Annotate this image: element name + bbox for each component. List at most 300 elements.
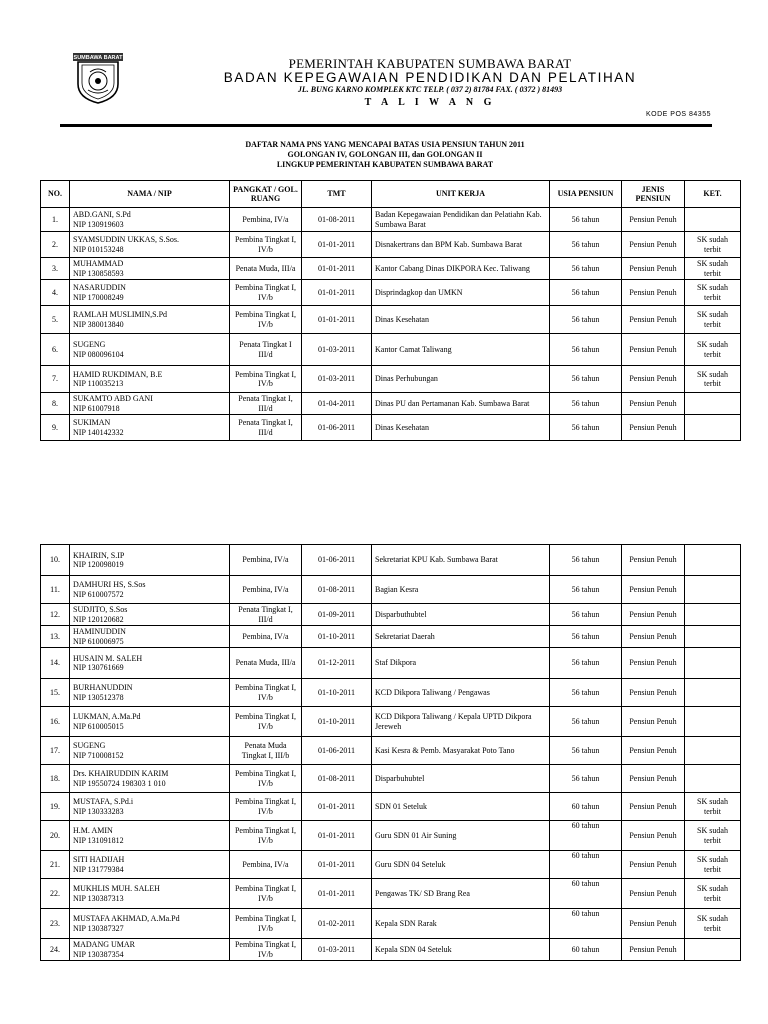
retirement-age-usia-text: 56 tahun xyxy=(571,398,600,408)
pension-type-jenis-text: Pensiun Penuh xyxy=(629,398,677,408)
rank-cell xyxy=(230,545,302,576)
retirement-age-usia-text: 56 tahun xyxy=(571,745,600,755)
no-cell xyxy=(41,415,70,441)
notes-cell xyxy=(685,821,741,851)
work-unit-unit-text: Dinas Perhubungan xyxy=(375,374,438,384)
no-cell xyxy=(41,208,70,232)
no-no-text: 4. xyxy=(52,287,58,297)
table-row xyxy=(41,258,741,280)
pension-type-jenis-text: Pensiun Penuh xyxy=(629,773,677,783)
retirement-age-cell xyxy=(550,737,622,765)
retirement-age-cell xyxy=(550,707,622,737)
pension-type-cell xyxy=(622,258,685,280)
col-header-name-nip: NAMA / NIP xyxy=(70,181,230,208)
tmt-tmt-text: 01-06-2011 xyxy=(317,555,356,565)
rank-cell xyxy=(230,648,302,679)
table-header-row xyxy=(41,181,741,208)
pension-type-jenis-text: Pensiun Penuh xyxy=(629,745,677,755)
pension-type-cell xyxy=(622,415,685,441)
no-cell xyxy=(41,737,70,765)
tmt-tmt-text: 01-10-2011 xyxy=(317,687,356,697)
tmt-cell xyxy=(302,576,372,604)
name-nip-nip-text: NIP 131779384 xyxy=(73,864,124,874)
rank-pangkat-text: Pembina Tingkat I, IV/b xyxy=(234,712,297,731)
name-nip-nama-text: HAMID RUKDIMAN, B.E xyxy=(73,369,163,379)
work-unit-cell xyxy=(372,545,550,576)
work-unit-cell xyxy=(372,737,550,765)
name-nip-nip-text: NIP 61007918 xyxy=(73,403,120,413)
notes-cell xyxy=(685,306,741,334)
no-cell xyxy=(41,604,70,626)
retirement-age-usia-text: 60 tahun xyxy=(571,909,600,918)
notes-cell xyxy=(685,604,741,626)
no-cell xyxy=(41,939,70,961)
tmt-cell xyxy=(302,793,372,821)
retirement-age-cell xyxy=(550,334,622,366)
name-nip-cell xyxy=(70,821,230,851)
no-no-text: 7. xyxy=(52,374,58,384)
pension-type-cell xyxy=(622,879,685,909)
rank-cell xyxy=(230,879,302,909)
pension-type-cell xyxy=(622,737,685,765)
pension-type-jenis-text: Pensiun Penuh xyxy=(629,631,677,641)
work-unit-cell xyxy=(372,765,550,793)
name-nip-cell xyxy=(70,393,230,415)
tmt-tmt-text: 01-02-2011 xyxy=(317,918,356,928)
no-cell xyxy=(41,258,70,280)
name-nip-nama-text: LUKMAN, A.Ma.Pd xyxy=(73,712,141,721)
name-nip-nama-text: MUHAMMAD xyxy=(73,259,124,268)
pension-type-cell xyxy=(622,280,685,306)
table-row xyxy=(41,821,741,851)
work-unit-unit-text: Dinas PU dan Pertamanan Kab. Sumbawa Barat xyxy=(375,398,530,408)
pension-type-jenis-text: Pensiun Penuh xyxy=(629,214,677,224)
tmt-cell xyxy=(302,604,372,626)
tmt-tmt-text: 01-01-2011 xyxy=(317,859,356,869)
work-unit-unit-text: Kepala SDN 04 Seteluk xyxy=(375,944,452,954)
name-nip-nama-text: SUGENG xyxy=(73,741,106,750)
rank-pangkat-text: Pembina Tingkat I, IV/b xyxy=(234,683,297,702)
work-unit-cell xyxy=(372,679,550,707)
tmt-cell xyxy=(302,415,372,441)
pension-type-jenis-text: Pensiun Penuh xyxy=(629,716,677,726)
tmt-tmt-text: 01-09-2011 xyxy=(317,609,356,619)
name-nip-cell xyxy=(70,626,230,648)
retirement-age-usia-text: 56 tahun xyxy=(571,609,600,619)
name-nip-nama-text: MADANG UMAR xyxy=(73,940,136,949)
pension-type-jenis-text: Pensiun Penuh xyxy=(629,422,677,432)
name-nip-cell xyxy=(70,258,230,280)
work-unit-cell xyxy=(372,707,550,737)
retirement-age-cell xyxy=(550,604,622,626)
work-unit-unit-text: Disparbuhubtel xyxy=(375,773,425,783)
notes-cell xyxy=(685,626,741,648)
pension-type-jenis-text: Pensiun Penuh xyxy=(629,239,677,249)
pension-type-cell xyxy=(622,939,685,961)
notes-cell xyxy=(685,366,741,393)
no-no-text: 17. xyxy=(50,745,60,755)
no-no-text: 16. xyxy=(50,716,60,726)
no-cell xyxy=(41,879,70,909)
rank-pangkat-text: Pembina Tingkat I, IV/b xyxy=(234,283,297,302)
pension-type-cell xyxy=(622,366,685,393)
retirement-age-usia-text: 56 tahun xyxy=(571,658,600,668)
name-nip-nip-text: NIP 131091812 xyxy=(73,835,124,845)
name-nip-nama-text: SUKAMTO ABD GANI xyxy=(73,394,153,403)
work-unit-cell xyxy=(372,232,550,258)
no-cell xyxy=(41,280,70,306)
no-no-text: 6. xyxy=(52,344,58,354)
name-nip-nip-text: NIP 610005015 xyxy=(73,721,124,731)
tmt-cell xyxy=(302,280,372,306)
pension-type-cell xyxy=(622,909,685,939)
name-nip-nip-text: NIP 380013840 xyxy=(73,319,124,329)
pension-type-cell xyxy=(622,707,685,737)
name-nip-cell xyxy=(70,208,230,232)
table-row xyxy=(41,648,741,679)
postal-code: KODE POS 84355 xyxy=(646,111,711,118)
pension-type-cell xyxy=(622,604,685,626)
name-nip-nip-text: NIP 130919603 xyxy=(73,219,124,229)
table-row xyxy=(41,334,741,366)
header-agency-name: BADAN KEPEGAWAIAN PENDIDIKAN DAN PELATIHAN xyxy=(223,70,637,85)
rank-cell xyxy=(230,604,302,626)
notes-cell xyxy=(685,415,741,441)
retirement-age-usia-text: 56 tahun xyxy=(571,716,600,726)
retirement-age-usia-text: 60 tahun xyxy=(571,821,600,830)
pension-type-jenis-text: Pensiun Penuh xyxy=(629,287,677,297)
rank-cell xyxy=(230,821,302,851)
name-nip-nama-text: H.M. AMIN xyxy=(73,826,113,835)
tmt-cell xyxy=(302,626,372,648)
work-unit-unit-text: Guru SDN 04 Seteluk xyxy=(375,859,446,869)
table-row xyxy=(41,366,741,393)
tmt-tmt-text: 01-01-2011 xyxy=(317,263,356,273)
no-no-text: 8. xyxy=(52,398,58,408)
retirement-age-usia-text: 56 tahun xyxy=(571,773,600,783)
name-nip-nip-text: NIP 140142332 xyxy=(73,427,124,437)
col-header-retirement-age: USIA PENSIUN xyxy=(550,181,622,208)
name-nip-nip-text: NIP 610006975 xyxy=(73,636,124,646)
tmt-tmt-text: 01-10-2011 xyxy=(317,631,356,641)
rank-pangkat-text: Pembina Tingkat I, IV/b xyxy=(234,797,297,816)
work-unit-cell xyxy=(372,604,550,626)
tmt-tmt-text: 01-08-2011 xyxy=(317,584,356,594)
name-nip-cell xyxy=(70,939,230,961)
work-unit-cell xyxy=(372,648,550,679)
no-no-text: 12. xyxy=(50,609,60,619)
no-no-text: 9. xyxy=(52,422,58,432)
rank-cell xyxy=(230,851,302,879)
rank-pangkat-text: Pembina, IV/a xyxy=(242,631,289,641)
pension-type-cell xyxy=(622,545,685,576)
rank-pangkat-text: Pembina Tingkat I, IV/b xyxy=(234,369,297,388)
retirement-age-cell xyxy=(550,765,622,793)
no-no-text: 21. xyxy=(50,859,60,869)
name-nip-cell xyxy=(70,280,230,306)
retirement-age-cell xyxy=(550,232,622,258)
work-unit-cell xyxy=(372,909,550,939)
rank-cell xyxy=(230,765,302,793)
notes-cell xyxy=(685,334,741,366)
no-cell xyxy=(41,334,70,366)
work-unit-unit-text: Staf Dikpora xyxy=(375,658,417,668)
table-row xyxy=(41,232,741,258)
tmt-tmt-text: 01-01-2011 xyxy=(317,239,356,249)
name-nip-nama-text: NASARUDDIN xyxy=(73,283,126,292)
pension-type-cell xyxy=(622,393,685,415)
retirement-age-usia-text: 56 tahun xyxy=(571,584,600,594)
rank-cell xyxy=(230,939,302,961)
retirement-age-usia-text: 56 tahun xyxy=(571,555,600,565)
name-nip-cell xyxy=(70,909,230,939)
work-unit-unit-text: Sekretariat Daerah xyxy=(375,631,435,641)
work-unit-unit-text: Badan Kepegawaian Pendidikan dan Pelatiahn Kab. Sumbawa Barat xyxy=(375,210,542,229)
pension-type-cell xyxy=(622,648,685,679)
name-nip-nama-text: SITI HADIJAH xyxy=(73,855,125,864)
rank-pangkat-text: Pembina Tingkat I, IV/b xyxy=(234,826,297,845)
rank-pangkat-text: Penata Tingkat I, III/d xyxy=(238,418,293,437)
header-city: T A L I W A N G xyxy=(364,97,496,108)
work-unit-unit-text: KCD Dikpora Taliwang / Pengawas xyxy=(375,687,490,697)
col-header-tmt: TMT xyxy=(302,181,372,208)
name-nip-cell xyxy=(70,545,230,576)
rank-pangkat-text: Pembina, IV/a xyxy=(242,555,289,565)
pension-type-jenis-text: Pensiun Penuh xyxy=(629,944,677,954)
tmt-cell xyxy=(302,208,372,232)
work-unit-cell xyxy=(372,258,550,280)
retirement-age-cell xyxy=(550,393,622,415)
name-nip-cell xyxy=(70,306,230,334)
retirement-age-usia-text: 56 tahun xyxy=(571,314,600,324)
notes-ket-text: SK sudah terbit xyxy=(697,369,728,388)
notes-ket-text: SK sudah terbit xyxy=(697,884,728,903)
work-unit-cell xyxy=(372,851,550,879)
tmt-cell xyxy=(302,821,372,851)
name-nip-nama-text: HAMINUDDIN xyxy=(73,627,126,636)
name-nip-nip-text: NIP 130512378 xyxy=(73,692,124,702)
no-no-text: 22. xyxy=(50,888,60,898)
name-nip-cell xyxy=(70,366,230,393)
notes-cell xyxy=(685,545,741,576)
work-unit-unit-text: Pengawas TK/ SD Brang Rea xyxy=(375,888,470,898)
retirement-age-cell xyxy=(550,793,622,821)
retirement-age-cell xyxy=(550,306,622,334)
name-nip-cell xyxy=(70,604,230,626)
retirement-age-usia-text: 60 tahun xyxy=(571,879,600,888)
pension-type-jenis-text: Pensiun Penuh xyxy=(629,314,677,324)
work-unit-cell xyxy=(372,821,550,851)
notes-ket-text: SK sudah terbit xyxy=(697,340,728,359)
pension-type-jenis-text: Pensiun Penuh xyxy=(629,344,677,354)
notes-cell xyxy=(685,208,741,232)
notes-cell xyxy=(685,648,741,679)
retirement-age-usia-text: 56 tahun xyxy=(571,263,600,273)
notes-cell xyxy=(685,707,741,737)
table-row xyxy=(41,393,741,415)
no-no-text: 24. xyxy=(50,944,60,954)
name-nip-cell xyxy=(70,334,230,366)
work-unit-unit-text: KCD Dikpora Taliwang / Kepala UPTD Dikpora Jereweh xyxy=(375,712,532,731)
pension-type-jenis-text: Pensiun Penuh xyxy=(629,584,677,594)
name-nip-nama-text: KHAIRIN, S.IP xyxy=(73,550,125,560)
work-unit-cell xyxy=(372,626,550,648)
retirement-age-cell xyxy=(550,415,622,441)
name-nip-nip-text: NIP 010153248 xyxy=(73,244,124,254)
retirement-age-usia-text: 56 tahun xyxy=(571,374,600,384)
work-unit-unit-text: Dinas Kesehatan xyxy=(375,422,429,432)
pension-type-cell xyxy=(622,679,685,707)
header-address: JL. BUNG KARNO KOMPLEK KTC TELP. ( 037 2) 81784 FAX. ( 0372 ) 81493 xyxy=(297,85,563,94)
no-cell xyxy=(41,366,70,393)
col-header-rank: PANGKAT / GOL. RUANG xyxy=(230,181,302,208)
pension-type-cell xyxy=(622,851,685,879)
no-no-text: 13. xyxy=(50,631,60,641)
rank-cell xyxy=(230,393,302,415)
work-unit-cell xyxy=(372,306,550,334)
no-no-text: 5. xyxy=(52,314,58,324)
name-nip-cell xyxy=(70,851,230,879)
notes-cell xyxy=(685,679,741,707)
col-header-no: NO. xyxy=(41,181,70,208)
pension-type-jenis-text: Pensiun Penuh xyxy=(629,609,677,619)
work-unit-cell xyxy=(372,879,550,909)
tmt-tmt-text: 01-06-2011 xyxy=(317,422,356,432)
notes-cell xyxy=(685,258,741,280)
table-row xyxy=(41,679,741,707)
pension-type-jenis-text: Pensiun Penuh xyxy=(629,374,677,384)
tmt-cell xyxy=(302,879,372,909)
government-emblem-logo xyxy=(72,52,124,104)
notes-ket-text: SK sudah terbit xyxy=(697,310,728,329)
rank-cell xyxy=(230,366,302,393)
tmt-cell xyxy=(302,939,372,961)
pension-type-jenis-text: Pensiun Penuh xyxy=(629,859,677,869)
name-nip-nama-text: RAMLAH MUSLIMIN,S.Pd xyxy=(73,310,168,319)
work-unit-unit-text: Kantor Cabang Dinas DIKPORA Kec. Taliwang xyxy=(375,263,530,273)
tmt-tmt-text: 01-08-2011 xyxy=(317,214,356,224)
retirement-age-usia-text: 56 tahun xyxy=(571,687,600,697)
name-nip-cell xyxy=(70,576,230,604)
no-no-text: 23. xyxy=(50,918,60,928)
work-unit-unit-text: Sekretariat KPU Kab. Sumbawa Barat xyxy=(375,555,498,565)
name-nip-nip-text: NIP 120098019 xyxy=(73,560,124,569)
rank-cell xyxy=(230,258,302,280)
rank-cell xyxy=(230,626,302,648)
name-nip-nip-text: NIP 130387313 xyxy=(73,893,124,903)
retirement-age-usia-text: 56 tahun xyxy=(571,239,600,249)
tmt-tmt-text: 01-08-2011 xyxy=(317,773,356,783)
no-no-text: 1. xyxy=(52,214,58,224)
rank-cell xyxy=(230,232,302,258)
retirement-age-usia-text: 60 tahun xyxy=(571,851,600,860)
rank-pangkat-text: Pembina Tingkat I, IV/b xyxy=(234,235,297,254)
no-cell xyxy=(41,626,70,648)
no-cell xyxy=(41,821,70,851)
rank-pangkat-text: Penata Muda, III/a xyxy=(235,658,296,668)
tmt-cell xyxy=(302,306,372,334)
name-nip-cell xyxy=(70,737,230,765)
retirement-age-usia-text: 60 tahun xyxy=(571,801,600,811)
col-header-notes: KET. xyxy=(685,181,741,208)
no-cell xyxy=(41,679,70,707)
name-nip-cell xyxy=(70,793,230,821)
no-no-text: 3. xyxy=(52,263,58,273)
notes-cell xyxy=(685,765,741,793)
work-unit-cell xyxy=(372,793,550,821)
name-nip-cell xyxy=(70,707,230,737)
tmt-cell xyxy=(302,334,372,366)
rank-pangkat-text: Penata Muda, III/a xyxy=(235,263,296,273)
tmt-tmt-text: 01-06-2011 xyxy=(317,745,356,755)
retirement-age-cell xyxy=(550,545,622,576)
work-unit-unit-text: Disnakertrans dan BPM Kab. Sumbawa Barat xyxy=(375,239,523,249)
table-row xyxy=(41,707,741,737)
rank-pangkat-text: Pembina Tingkat I, IV/b xyxy=(234,940,297,959)
tmt-cell xyxy=(302,258,372,280)
table-row xyxy=(41,306,741,334)
pension-type-cell xyxy=(622,793,685,821)
notes-ket-text: SK sudah terbit xyxy=(697,855,728,874)
name-nip-nama-text: SUKIMAN xyxy=(73,418,111,427)
rank-pangkat-text: Pembina Tingkat I, IV/b xyxy=(234,310,297,329)
retirement-age-cell xyxy=(550,258,622,280)
work-unit-cell xyxy=(372,208,550,232)
retirement-age-cell xyxy=(550,851,622,879)
retirement-age-usia-text: 56 tahun xyxy=(571,287,600,297)
rank-pangkat-text: Penata Tingkat I, III/d xyxy=(238,394,293,413)
notes-cell xyxy=(685,232,741,258)
logo-text: SUMBAWA BARAT xyxy=(73,55,123,62)
no-no-text: 19. xyxy=(50,801,60,811)
tmt-tmt-text: 01-10-2011 xyxy=(317,716,356,726)
retirement-age-cell xyxy=(550,208,622,232)
rank-cell xyxy=(230,679,302,707)
rank-cell xyxy=(230,576,302,604)
retirement-age-cell xyxy=(550,679,622,707)
work-unit-cell xyxy=(372,334,550,366)
tmt-tmt-text: 01-01-2011 xyxy=(317,888,356,898)
document-subtitle-groups: GOLONGAN IV, GOLONGAN III, dan GOLONGAN II xyxy=(287,150,483,159)
no-no-text: 15. xyxy=(50,687,60,697)
pension-type-jenis-text: Pensiun Penuh xyxy=(629,658,677,668)
pension-type-cell xyxy=(622,626,685,648)
name-nip-nama-text: BURHANUDDIN xyxy=(73,683,133,692)
name-nip-cell xyxy=(70,415,230,441)
table-row xyxy=(41,765,741,793)
col-header-pension-type: JENIS PENSIUN xyxy=(622,181,685,208)
tmt-cell xyxy=(302,707,372,737)
retirement-age-cell xyxy=(550,648,622,679)
table-row xyxy=(41,851,741,879)
name-nip-cell xyxy=(70,765,230,793)
pension-type-cell xyxy=(622,576,685,604)
no-cell xyxy=(41,393,70,415)
notes-cell xyxy=(685,737,741,765)
rank-pangkat-text: Pembina, IV/a xyxy=(242,584,289,594)
work-unit-unit-text: Disprindagkop dan UMKN xyxy=(375,287,463,297)
no-no-text: 18. xyxy=(50,773,60,783)
retirement-age-cell xyxy=(550,576,622,604)
work-unit-cell xyxy=(372,576,550,604)
tmt-tmt-text: 01-12-2011 xyxy=(317,658,356,668)
rank-cell xyxy=(230,707,302,737)
retirement-age-cell xyxy=(550,879,622,909)
tmt-tmt-text: 01-03-2011 xyxy=(317,344,356,354)
name-nip-nip-text: NIP 130333283 xyxy=(73,806,124,816)
rank-cell xyxy=(230,280,302,306)
tmt-tmt-text: 01-01-2011 xyxy=(317,830,356,840)
